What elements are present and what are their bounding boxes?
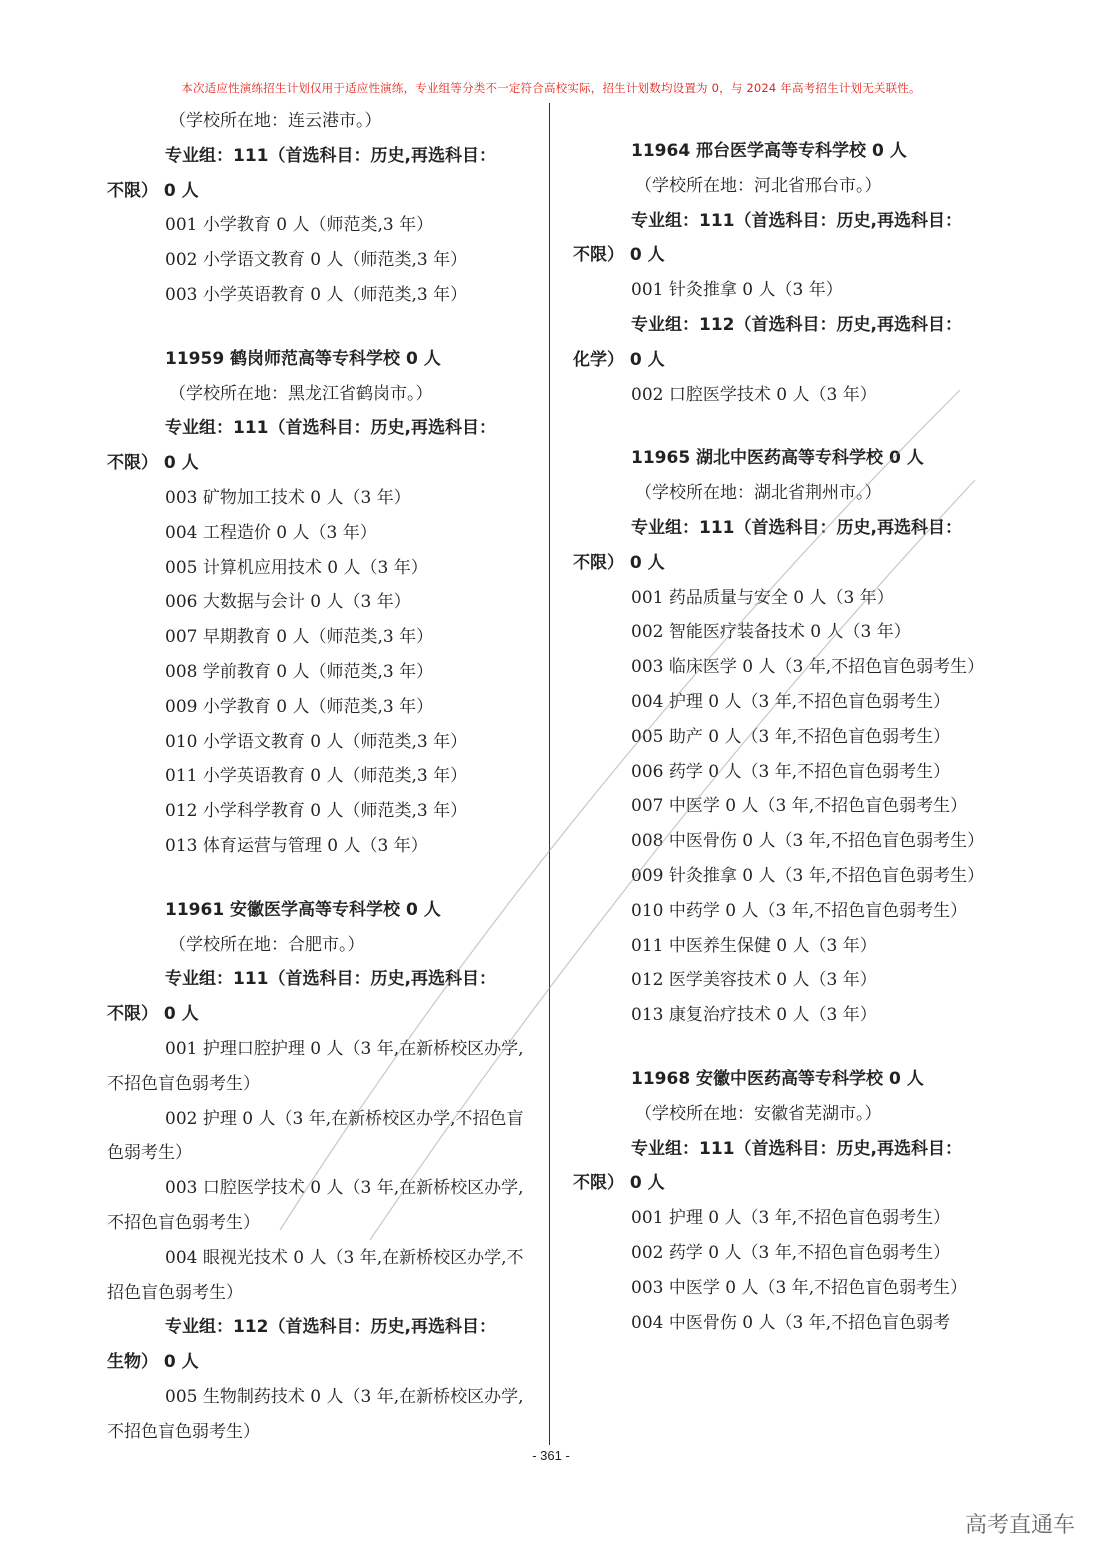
left-column bbox=[107, 104, 532, 1449]
major-group-heading: 专业组：111（首选科目：历史,再选科目： bbox=[165, 969, 496, 990]
major-item: 010 小学语文教育 0 人（师范类,3 年） bbox=[165, 731, 468, 752]
column-divider bbox=[549, 103, 550, 1445]
school-title: 11968 安徽中医药高等专科学校 0 人 bbox=[631, 1068, 924, 1089]
major-group-heading-cont: 不限） 0 人 bbox=[573, 552, 665, 573]
major-item: 001 护理口腔护理 0 人（3 年,在新桥校区办学,不招色盲色弱考生） bbox=[107, 1038, 524, 1094]
major-item: 004 护理 0 人（3 年,不招色盲色弱考生） bbox=[631, 691, 951, 712]
major-item: 003 矿物加工技术 0 人（3 年） bbox=[165, 487, 411, 508]
major-item: 006 大数据与会计 0 人（3 年） bbox=[165, 592, 411, 613]
major-item: 001 小学教育 0 人（师范类,3 年） bbox=[165, 215, 434, 236]
major-group-heading-cont: 不限） 0 人 bbox=[107, 180, 199, 201]
major-group-heading: 专业组：112（首选科目：历史,再选科目： bbox=[631, 314, 962, 335]
major-item: 005 助产 0 人（3 年,不招色盲色弱考生） bbox=[631, 726, 951, 747]
major-group-heading-cont: 不限） 0 人 bbox=[107, 1004, 199, 1025]
major-group-heading-cont: 不限） 0 人 bbox=[107, 453, 199, 474]
school-location: （学校所在地：连云港市。） bbox=[169, 111, 382, 131]
school-title: 11961 安徽医学高等专科学校 0 人 bbox=[165, 899, 441, 920]
major-group-heading-cont: 不限） 0 人 bbox=[573, 1173, 665, 1194]
major-item: 011 小学英语教育 0 人（师范类,3 年） bbox=[165, 766, 468, 787]
major-item: 007 早期教育 0 人（师范类,3 年） bbox=[165, 627, 434, 648]
major-item: 004 中医骨伤 0 人（3 年,不招色盲色弱考 bbox=[631, 1312, 951, 1333]
page-number: - 361 - bbox=[532, 1448, 570, 1463]
disclaimer-notice: 本次适应性演练招生计划仅用于适应性演练，专业组等分类不一定符合高校实际，招生计划数均设置为 0，与 2024 年高考招生计划无关联性。 bbox=[181, 81, 921, 95]
major-item: 007 中医学 0 人（3 年,不招色盲色弱考生） bbox=[631, 796, 968, 817]
major-group-heading-cont: 生物） 0 人 bbox=[107, 1352, 199, 1373]
school-location: （学校所在地：安徽省芜湖市。） bbox=[635, 1103, 882, 1124]
major-item: 004 工程造价 0 人（3 年） bbox=[165, 522, 377, 543]
major-item: 012 小学科学教育 0 人（师范类,3 年） bbox=[165, 801, 468, 822]
major-group-heading: 专业组：111（首选科目：历史,再选科目： bbox=[631, 1138, 962, 1159]
major-item: 009 针灸推拿 0 人（3 年,不招色盲色弱考生） bbox=[631, 865, 985, 886]
major-group-heading: 专业组：111（首选科目：历史,再选科目： bbox=[165, 145, 496, 166]
major-item: 003 小学英语教育 0 人（师范类,3 年） bbox=[165, 284, 468, 305]
school-location: （学校所在地：合肥市。） bbox=[169, 934, 365, 955]
right-column bbox=[573, 134, 998, 1340]
major-item: 010 中药学 0 人（3 年,不招色盲色弱考生） bbox=[631, 900, 968, 921]
major-item: 003 临床医学 0 人（3 年,不招色盲色弱考生） bbox=[631, 657, 985, 678]
school-title: 11964 邢台医学高等专科学校 0 人 bbox=[631, 141, 907, 161]
corner-watermark: 高考直通车 bbox=[965, 1513, 1076, 1538]
major-item: 013 康复治疗技术 0 人（3 年） bbox=[631, 1005, 877, 1026]
school-location: （学校所在地：黑龙江省鹤岗市。） bbox=[169, 383, 433, 404]
major-item: 001 护理 0 人（3 年,不招色盲色弱考生） bbox=[631, 1208, 951, 1229]
major-item: 009 小学教育 0 人（师范类,3 年） bbox=[165, 696, 434, 717]
major-group-heading-cont: 不限） 0 人 bbox=[573, 245, 665, 266]
major-group-heading: 专业组：111（首选科目：历史,再选科目： bbox=[631, 210, 962, 231]
school-title: 11959 鹤岗师范高等专科学校 0 人 bbox=[165, 348, 441, 369]
major-item: 005 生物制药技术 0 人（3 年,在新桥校区办学,不招色盲色弱考生） bbox=[107, 1386, 524, 1442]
major-item: 006 药学 0 人（3 年,不招色盲色弱考生） bbox=[631, 761, 951, 782]
major-item: 011 中医养生保健 0 人（3 年） bbox=[631, 935, 877, 956]
major-item: 012 医学美容技术 0 人（3 年） bbox=[631, 970, 877, 991]
major-item: 003 中医学 0 人（3 年,不招色盲色弱考生） bbox=[631, 1277, 968, 1298]
major-item: 002 口腔医学技术 0 人（3 年） bbox=[631, 384, 877, 405]
major-item: 003 口腔医学技术 0 人（3 年,在新桥校区办学,不招色盲色弱考生） bbox=[107, 1178, 524, 1233]
major-item: 013 体育运营与管理 0 人（3 年） bbox=[165, 835, 428, 856]
major-item: 008 中医骨伤 0 人（3 年,不招色盲色弱考生） bbox=[631, 831, 985, 852]
major-group-heading: 专业组：112（首选科目：历史,再选科目： bbox=[165, 1317, 496, 1338]
school-title: 11965 湖北中医药高等专科学校 0 人 bbox=[631, 448, 924, 469]
major-item: 008 学前教育 0 人（师范类,3 年） bbox=[165, 661, 434, 682]
major-item: 001 针灸推拿 0 人（3 年） bbox=[631, 280, 843, 301]
major-group-heading-cont: 化学） 0 人 bbox=[573, 349, 665, 370]
school-location: （学校所在地：湖北省荆州市。） bbox=[635, 483, 882, 504]
school-location: （学校所在地：河北省邢台市。） bbox=[635, 175, 882, 196]
major-item: 002 护理 0 人（3 年,在新桥校区办学,不招色盲色弱考生） bbox=[107, 1108, 524, 1164]
major-item: 001 药品质量与安全 0 人（3 年） bbox=[631, 587, 894, 608]
major-item: 002 药学 0 人（3 年,不招色盲色弱考生） bbox=[631, 1242, 951, 1263]
major-group-heading: 专业组：111（首选科目：历史,再选科目： bbox=[165, 418, 496, 439]
major-item: 004 眼视光技术 0 人（3 年,在新桥校区办学,不招色盲色弱考生） bbox=[107, 1247, 524, 1303]
major-item: 002 小学语文教育 0 人（师范类,3 年） bbox=[165, 250, 468, 271]
major-item: 002 智能医疗装备技术 0 人（3 年） bbox=[631, 622, 911, 643]
major-item: 005 计算机应用技术 0 人（3 年） bbox=[165, 557, 428, 578]
major-group-heading: 专业组：111（首选科目：历史,再选科目： bbox=[631, 517, 962, 538]
